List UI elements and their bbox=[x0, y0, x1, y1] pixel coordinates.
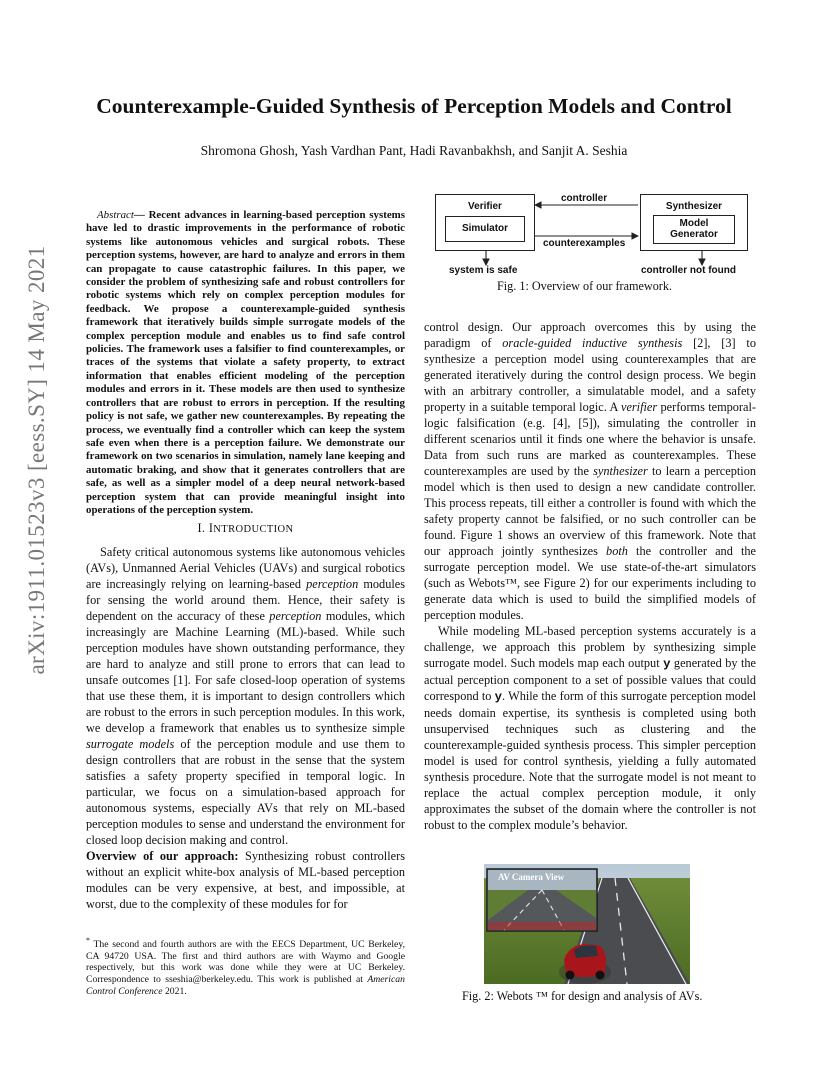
intro-paragraph-2: Overview of our approach: Synthesizing robust controllers without an explicit white-box analysis of ML-based perception modules can be very expensive, at best, and impossible, at worst, due to the complexity of these modules for for bbox=[86, 849, 405, 911]
section-heading-introduction bbox=[86, 521, 405, 536]
figure-1-caption: Fig. 1: Overview of our framework. bbox=[497, 279, 672, 293]
section-initial: I bbox=[208, 521, 214, 535]
arxiv-id: arXiv:1911.01523v3 [eess.SY] 14 May 2021 bbox=[24, 245, 49, 675]
intro-paragraph-1: Safety critical autonomous systems like autonomous vehicles (AVs), Unmanned Aerial Vehicles (UAVs) and surgical robotics are increasingly relying on learning-based perception modules for sensing the world around them. Hence, their safety is dependent on the accuracy of these perception modules, which increasingly are Machine Learning (ML)-based. While such perception modules have shown outstanding performance, they are hard to analyze and still prone to errors that can lead to unsafe outcomes [1]. For safe closed-loop operation of systems that use these them, it is important to design controllers which are robust to the errors in such perception modules. In this work, we develop a framework that enables us to synthesize simple surrogate models of the perception module and use them to design controllers that are robust in the sense that the system satisfies a safety property specified in temporal logic. In particular, we focus on a simulation-based approach for autonomous systems, especially AVs that rely on ML-based perception modules to sense and understand the environment for closed loop decision making and control. bbox=[86, 545, 405, 847]
abstract-label: Abstract bbox=[97, 209, 134, 221]
webots-scene bbox=[484, 864, 690, 984]
left-column-body bbox=[86, 544, 405, 912]
right-paragraph-2: While modeling ML-based perception systems accurately is a challenge, we approach this problem by synthesizing simple surrogate model. Such models map each output y generated by the actual perception component to a set of possible values that could correspond to y. While the form of this surrogate perception model needs domain expertise, its synthesis is completed using both unsupervised techniques such as clustering and the counterexample-guided synthesis process. This simpler perception model is used for control synthesis, yielding a fully automated synthesis procedure. Note that the surrogate model is not meant to replace the actual complex perception module, it only approximates the subset of the domain where the controller is not robust to the complex module’s behavior. bbox=[424, 624, 756, 832]
controller-arrow-label: controller bbox=[561, 193, 608, 204]
figure-2-caption: Fig. 2: Webots ™ for design and analysis of AVs. bbox=[462, 989, 703, 1003]
section-title-rest: NTRODUCTION bbox=[213, 524, 294, 535]
figure-2-image bbox=[484, 864, 690, 984]
paper-title: Counterexample-Guided Synthesis of Perception Models and Control bbox=[96, 94, 732, 118]
abstract-text: — Recent advances in learning-based perception systems have led to drastic improvements in the performance of robotic systems like autonomous vehicles and surgical robots. These perception systems, however, are hard to analyze and errors in them can propagate to cause catastrophic failures. In this paper, we consider the problem of synthesizing safe and robust controllers for robotic systems which rely on complex perception modules for feedback. We propose a counterexample-guided synthesis framework that iteratively builds simple surrogate models of the complex perception module and enables us to find safe control policies. The framework uses a falsifier to find counterexamples, or traces of the systems that violate a safety property, to extract information that enables efficient modeling of the perception modules and errors in it. These models are then used to synthesize controllers that are robust to errors in perception. If the resulting policy is not safe, we gather new counterexamples. By repeating the process, we eventually find a controller which can keep the system safe even when there is a perception failure. We demonstrate our framework on two scenarios in simulation, namely lane keeping and automatic braking, and show that it generates controllers that are safe, as well as a simpler model of a deep neural network-based perception system that can provide meaningful insight into operations of the perception system. bbox=[86, 209, 405, 516]
camera-view-label: AV Camera View bbox=[498, 872, 565, 882]
arxiv-stamp bbox=[20, 245, 54, 675]
model-generator-box bbox=[653, 215, 735, 244]
simulator-box bbox=[445, 216, 525, 242]
counterexamples-arrow-label: counterexamples bbox=[543, 238, 626, 249]
verifier-label: Verifier bbox=[468, 201, 502, 212]
system-safe-label: system is safe bbox=[449, 265, 518, 276]
paper-authors: Shromona Ghosh, Yash Vardhan Pant, Hadi Ravanbakhsh, and Sanjit A. Seshia bbox=[200, 143, 628, 158]
overview-heading: Overview of our approach: bbox=[86, 849, 239, 863]
simulator-label: Simulator bbox=[461, 223, 509, 234]
model-generator-label: Model Generator bbox=[670, 218, 718, 240]
synthesizer-label: Synthesizer bbox=[665, 201, 723, 212]
synthesizer-box bbox=[640, 194, 748, 251]
right-paragraph-1: control design. Our approach overcomes this by using the paradigm of oracle-guided inductive synthesis [2], [3] to synthesize a perception model using counterexamples that are generated iteratively during the control design process. We begin with an arbitrary controller, a simulatable model, and a safety property in a suitable temporal logic. A verifier performs temporal-logic falsification (e.g. [4], [5]), simulating the controller in different scenarios until it finds one where the behavior is unsafe. Data from such runs are marked as counterexamples. These counterexamples are used by the synthesizer to learn a perception model which is then used to design a new candidate controller. This process repeats, till either a controller is found with which the safety property cannot be falsified, or no such controller can be found. Figure 1 shows an overview of this framework. Note that our approach jointly synthesizes both the controller and the surrogate perception model. We use state-of-the-art simulators (such as Webots™, see Figure 2) for our experiments including to generate data which is used to build the simplified models of perception modules. bbox=[424, 320, 756, 622]
verifier-box bbox=[435, 194, 535, 251]
right-column-body bbox=[424, 319, 756, 833]
footnote: * The second and fourth authors are with the EECS Department, UC Berkeley, CA 94720 USA. The first and third authors are with Waymo and Google respectively, but this work was done while they were at UC Berkeley. Correspondence to sseshia@berkeley.edu. This work is published at American Control Conference 2021. bbox=[86, 936, 405, 997]
section-number: I. bbox=[197, 521, 209, 535]
controller-not-found-label: controller not found bbox=[641, 265, 736, 276]
abstract bbox=[86, 209, 405, 517]
